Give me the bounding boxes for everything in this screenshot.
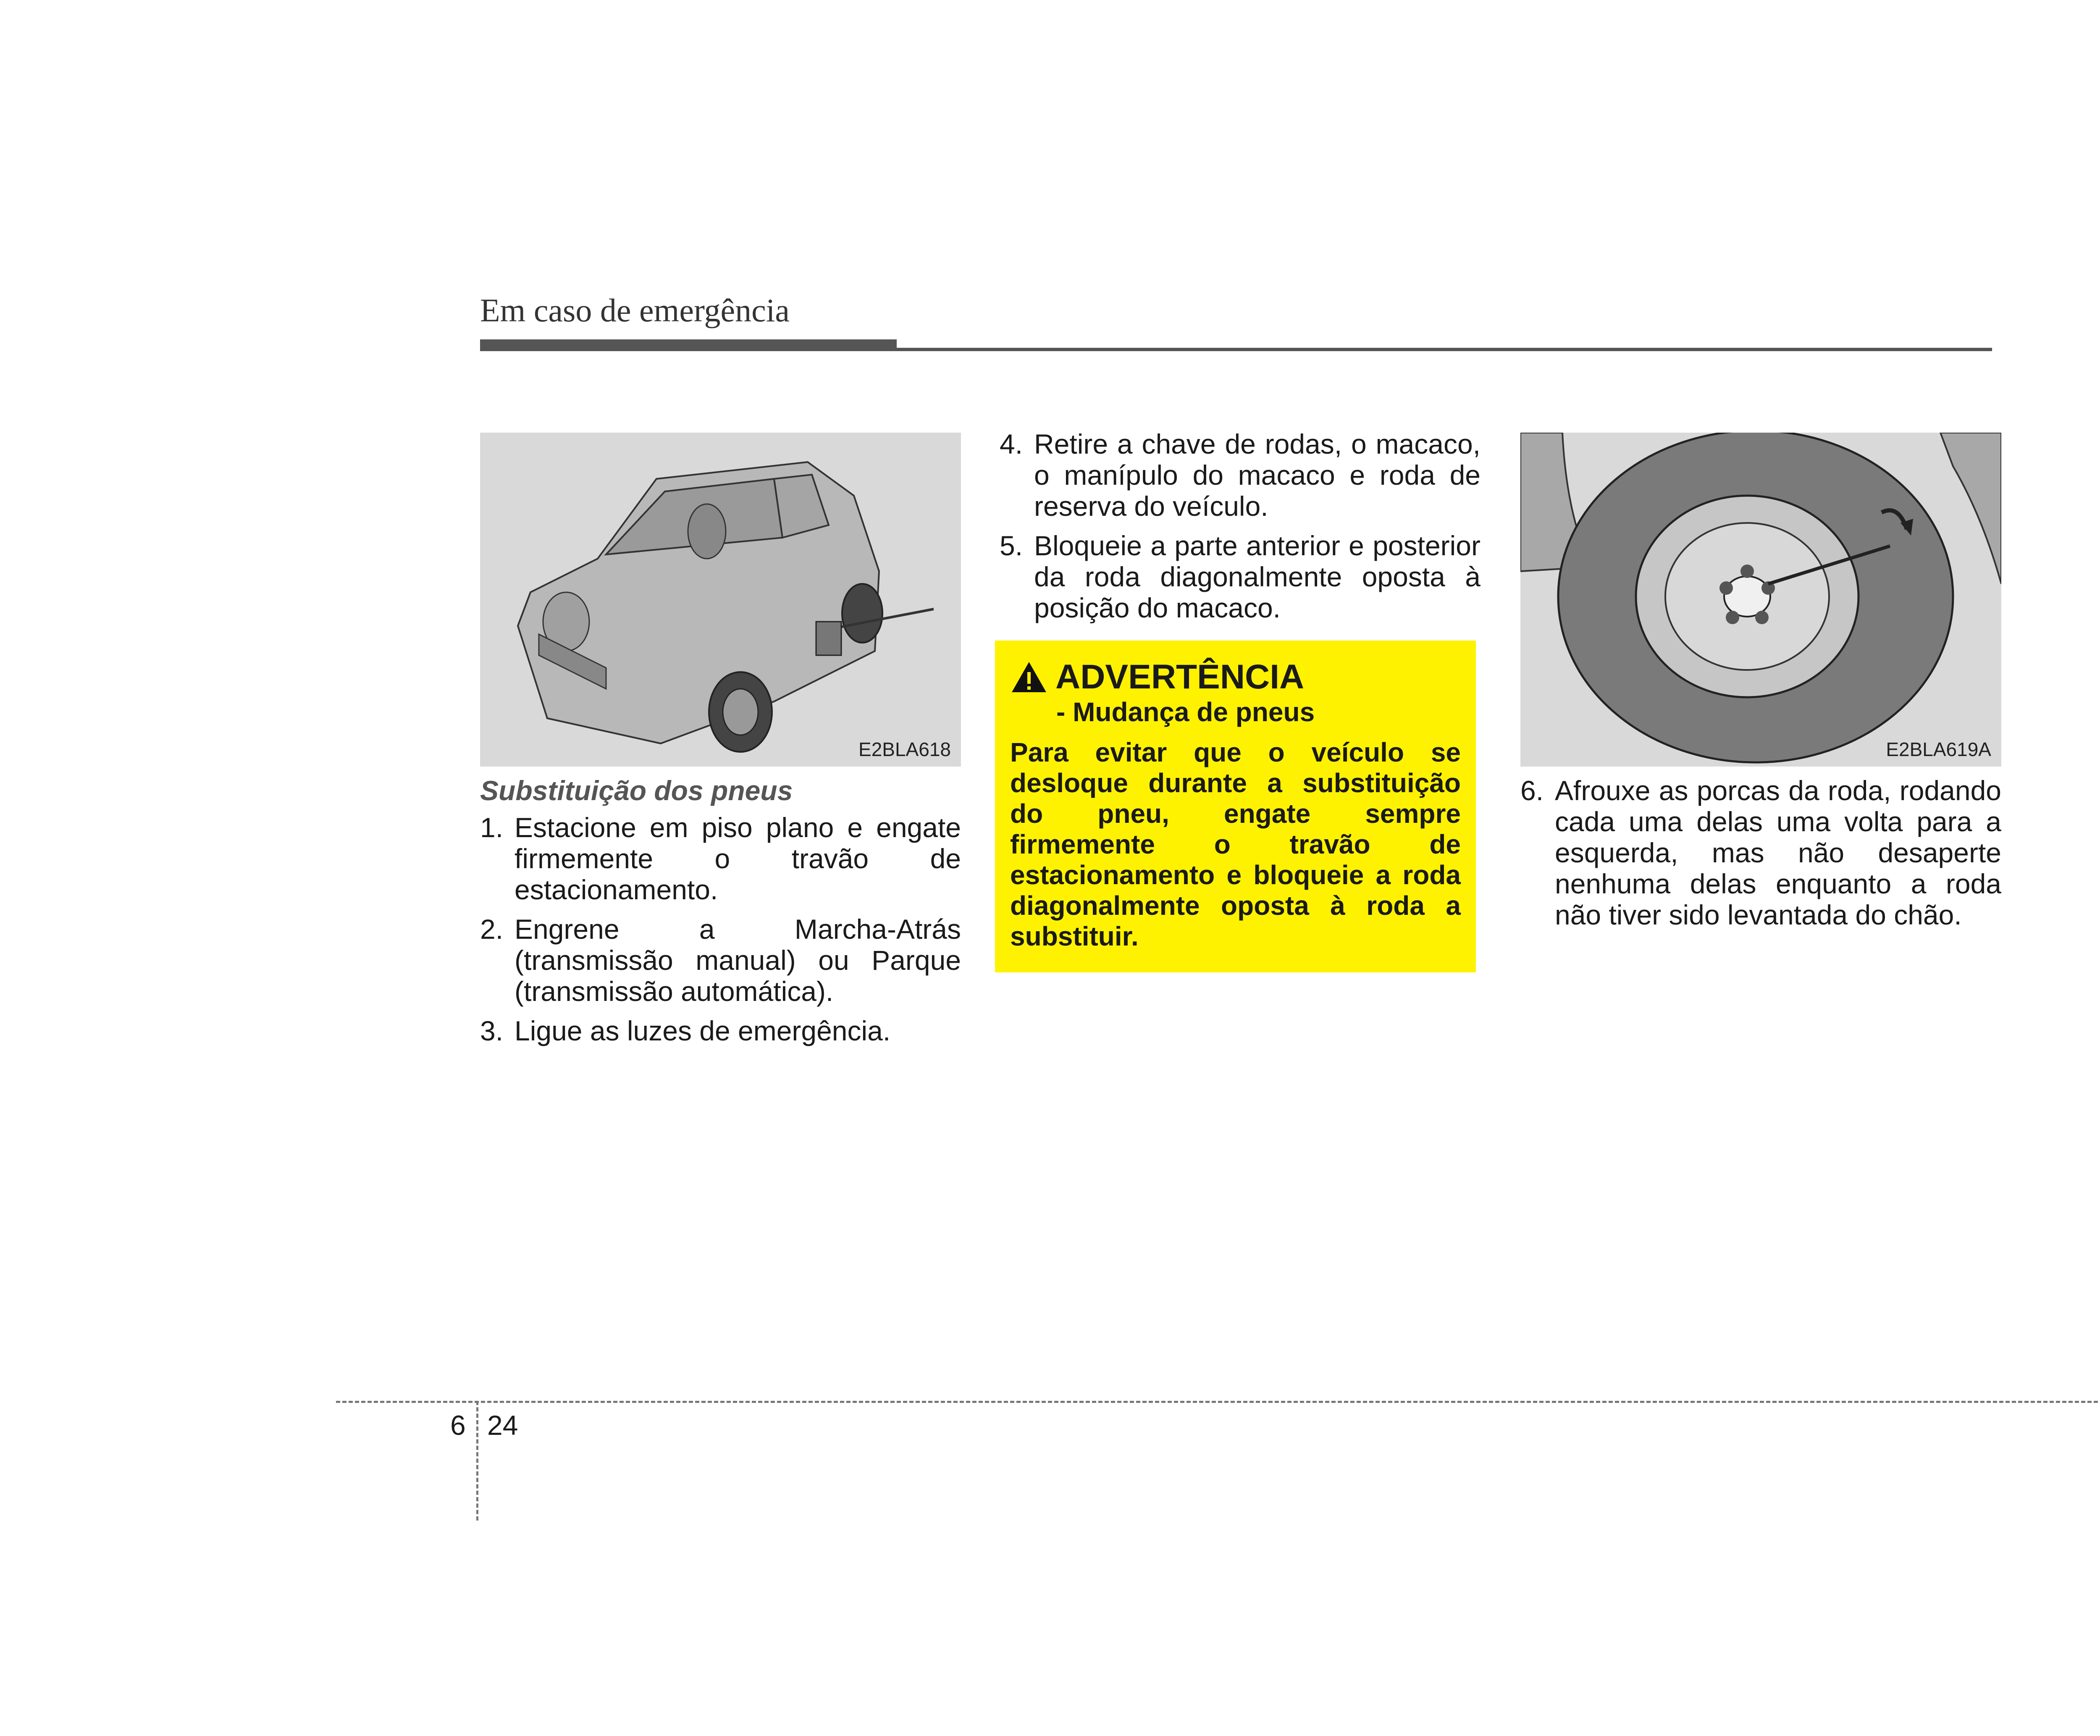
section-subtitle: Substituição dos pneus (480, 775, 793, 806)
step-number: 1. (480, 812, 504, 843)
chapter-number: 6 (450, 1410, 466, 1441)
warning-heading (1010, 658, 1461, 696)
step-number: 6. (1520, 775, 1544, 806)
left-column (480, 775, 961, 1055)
step-number: 3. (480, 1015, 504, 1046)
warning-box (995, 641, 1476, 972)
warning-subtitle: - Mudança de pneus (1056, 697, 1315, 727)
step-text: Retire a chave de rodas, o macaco, o manípulo do macaco e roda de reserva do veículo. (1034, 428, 1480, 522)
car-jack-illustration (480, 433, 961, 767)
step-text: Bloqueie a parte anterior e posterior da roda diagonalmente oposta à posição do macaco. (1034, 530, 1480, 623)
page-header (480, 294, 1992, 327)
header-rule (480, 339, 897, 351)
wheel-icon (1520, 433, 2001, 767)
list-item (480, 914, 961, 1007)
warning-body: Para evitar que o veículo se desloque durante a substituição do pneu, engate sempre firmemente o travão de estacionamento e bloqueie a roda diagonalmente oposta à roda a substituir. (1010, 737, 1461, 951)
step-text: Ligue as luzes de emergência. (514, 1015, 891, 1046)
header-rule-line (897, 348, 1992, 351)
list-item (480, 812, 961, 905)
right-column (1520, 775, 2001, 939)
figure-caption: E2BLA619A (1886, 738, 1991, 760)
page-number: 24 (487, 1410, 518, 1441)
section-title: Em caso de emergência (480, 292, 790, 328)
step-number: 2. (480, 914, 504, 945)
car-icon (480, 433, 961, 767)
warning-triangle-icon (1010, 660, 1048, 694)
step-number: 4. (1000, 428, 1023, 460)
figure-caption: E2BLA618 (858, 738, 951, 760)
list-item (1520, 775, 2001, 930)
middle-column (1000, 428, 1480, 632)
footer-divider (336, 1401, 2100, 1403)
step-text: Engrene a Marcha-Atrás (transmissão manual) ou Parque (transmissão automática). (514, 914, 961, 1007)
footer-vertical-divider (476, 1401, 478, 1521)
warning-title: ADVERTÊNCIA (1055, 658, 1305, 696)
list-item (1000, 428, 1480, 522)
list-item (1000, 530, 1480, 623)
step-text: Estacione em piso plano e engate firmemente o travão de estacionamento. (514, 812, 961, 905)
step-number: 5. (1000, 530, 1023, 561)
list-item (480, 1015, 961, 1046)
wheel-illustration (1520, 433, 2001, 767)
step-text: Afrouxe as porcas da roda, rodando cada uma delas uma volta para a esquerda, mas não desaperte nenhuma delas enquanto a roda não tiver sido levantada do chão. (1555, 775, 2001, 930)
